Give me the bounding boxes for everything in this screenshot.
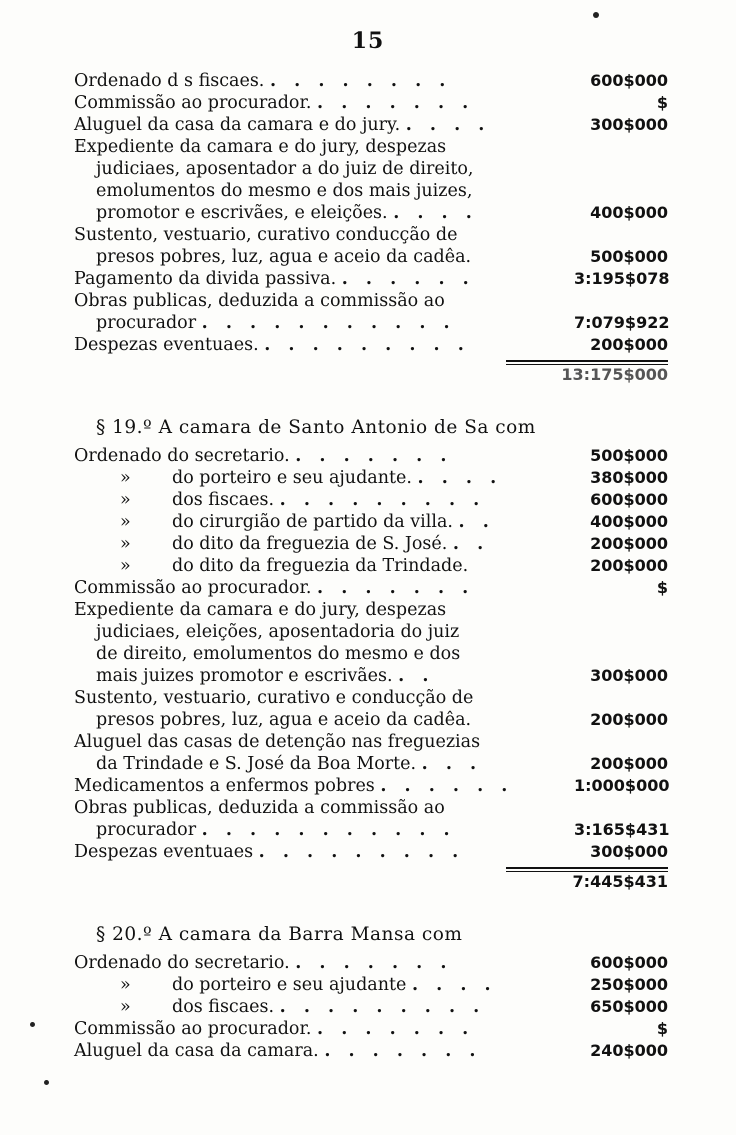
ledger-description: [74, 334, 574, 356]
ledger-text: Medicamentos a enfermos pobres: [74, 776, 375, 796]
ledger-row: [74, 136, 668, 158]
section-heading: § 20.º A camara da Barra Mansa com: [96, 924, 463, 945]
ledger-amount: 3:165$431: [574, 820, 670, 839]
ledger-amount: $: [656, 93, 668, 112]
ledger-row: [74, 709, 668, 731]
ledger-text: promotor e escrivães, e eleições.: [96, 203, 388, 223]
ledger-text: presos pobres, luz, agua e aceio da cadêa.: [96, 247, 472, 267]
ledger-row: [74, 202, 668, 224]
ledger-text: Obras publicas, deduzida a commissão ao: [74, 798, 445, 818]
ledger-row: [74, 533, 668, 555]
ledger-description: [74, 511, 574, 533]
ledger-row: [74, 1040, 668, 1062]
ledger-description: [74, 92, 574, 114]
dot-leader: . . . . . . .: [317, 578, 475, 598]
section-total: 13:175$000: [561, 365, 668, 384]
ledger-description: [74, 290, 574, 312]
ledger-amount: 3:195$078: [574, 269, 670, 288]
ledger-description: [74, 246, 574, 268]
ledger-description: [74, 555, 574, 577]
ledger-description: [74, 224, 574, 246]
ledger-text: do porteiro e seu ajudante: [172, 975, 407, 995]
ledger-description: [74, 268, 574, 290]
ledger-amount: 650$000: [590, 997, 668, 1016]
ledger-row: [74, 180, 668, 202]
section-heading: § 19.º A camara de Santo Antonio de Sa com: [96, 417, 536, 438]
ledger-amount: 400$000: [590, 203, 668, 222]
total-row-18: [74, 365, 668, 384]
ledger-text: do dito da freguezia de S. José.: [172, 534, 448, 554]
ledger-text: do dito da freguezia da Trindade.: [172, 556, 469, 576]
ledger-description: [74, 621, 574, 643]
ledger-row: [74, 467, 668, 489]
ledger-description: [74, 797, 574, 819]
ledger-row: [74, 643, 668, 665]
ledger-row: [74, 445, 668, 467]
ledger-description: [74, 1018, 574, 1040]
dot-leader: . . . . . . . . .: [264, 335, 470, 355]
ledger-row: [74, 577, 668, 599]
dot-leader: . . . .: [417, 468, 503, 488]
ledger-row: [74, 555, 668, 577]
dot-leader: . . . .: [411, 975, 497, 995]
dot-leader: . . .: [421, 754, 483, 774]
ledger-description: [74, 70, 574, 92]
ledger-description: [74, 533, 574, 555]
ledger-row: [74, 797, 668, 819]
dot-leader: . . . . . . . . .: [258, 842, 465, 862]
ledger-row: [74, 246, 668, 268]
dot-leader: . . . . . . . . .: [279, 997, 486, 1017]
ledger-amount: 200$000: [590, 556, 668, 575]
ledger-row: [74, 841, 668, 863]
ledger-text: do porteiro e seu ajudante.: [172, 468, 412, 488]
ledger-text: Ordenado do secretario.: [74, 446, 290, 466]
ledger-text: Expediente da camara e do jury, despezas: [74, 600, 447, 620]
ledger-amount: 400$000: [590, 512, 668, 531]
ledger-text: mais juizes promotor e escrivães.: [96, 666, 393, 686]
dot-leader: . . . . . .: [380, 776, 514, 796]
dot-leader: . .: [452, 534, 490, 554]
ledger-description: [74, 577, 574, 599]
ledger-row: [74, 952, 668, 974]
ledger-amount: 300$000: [590, 115, 668, 134]
expense-list-19: [74, 445, 668, 863]
dot-leader: . . . .: [405, 115, 491, 135]
ledger-row: [74, 290, 668, 312]
page-number: 15: [351, 28, 385, 54]
ledger-amount: 200$000: [590, 754, 668, 773]
dot-leader: . . . . . .: [341, 269, 475, 289]
ledger-amount: 500$000: [590, 446, 668, 465]
ledger-text: da Trindade e S. José da Boa Morte.: [96, 754, 417, 774]
ledger-description: [74, 841, 574, 863]
dot-leader: . . . . . . .: [317, 93, 475, 113]
ledger-amount: 200$000: [590, 710, 668, 729]
ditto-marker: »: [120, 490, 131, 510]
ledger-amount: $: [656, 578, 668, 597]
ledger-text: Expediente da camara e do jury, despezas: [74, 137, 447, 157]
ledger-description: [74, 599, 574, 621]
ledger-text: Aluguel das casas de detenção nas freguezias: [74, 732, 481, 752]
ledger-row: [74, 92, 668, 114]
ledger-row: [74, 775, 668, 797]
ledger-row: [74, 511, 668, 533]
ledger-text: Obras publicas, deduzida a commissão ao: [74, 291, 445, 311]
ledger-description: [74, 114, 574, 136]
ledger-amount: 1:000$000: [574, 776, 670, 795]
ledger-row: [74, 687, 668, 709]
ditto-marker: »: [120, 534, 131, 554]
ledger-row: [74, 312, 668, 334]
ledger-description: [74, 775, 574, 797]
ledger-amount: 300$000: [590, 666, 668, 685]
section-18: [74, 70, 668, 384]
ledger-description: [74, 819, 574, 841]
ledger-text: Pagamento da divida passiva.: [74, 269, 337, 289]
ledger-amount: 7:079$922: [574, 313, 670, 332]
ledger-amount: 200$000: [590, 534, 668, 553]
ledger-text: Commissão ao procurador.: [74, 578, 312, 598]
ledger-text: procurador: [96, 820, 197, 840]
ledger-amount: 240$000: [590, 1041, 668, 1060]
ledger-description: [74, 1040, 574, 1062]
dot-leader: . .: [458, 512, 495, 532]
total-row-19: [74, 872, 668, 891]
ledger-row: [74, 114, 668, 136]
ledger-description: [74, 312, 574, 334]
ledger-row: [74, 819, 668, 841]
ledger-amount: 600$000: [590, 490, 668, 509]
ledger-row: [74, 489, 668, 511]
ledger-text: Ordenado d s fiscaes.: [74, 71, 265, 91]
dot-leader: . . . . . . . . .: [279, 490, 486, 510]
ledger-description: [74, 445, 574, 467]
ledger-description: [74, 687, 574, 709]
ledger-description: [74, 467, 574, 489]
ledger-row: [74, 1018, 668, 1040]
ledger-amount: 250$000: [590, 975, 668, 994]
dot-leader: . . . . . . .: [324, 1041, 482, 1061]
ledger-row: [74, 665, 668, 687]
ledger-row: [74, 599, 668, 621]
expense-list-18: [74, 70, 668, 356]
ledger-description: [74, 158, 574, 180]
ledger-row: [74, 996, 668, 1018]
dot-leader: . . . . . . .: [295, 953, 453, 973]
ledger-row: [74, 753, 668, 775]
ledger-amount: 300$000: [590, 842, 668, 861]
ledger-description: [74, 952, 574, 974]
ledger-description: [74, 753, 574, 775]
ledger-row: [74, 334, 668, 356]
page-body: [74, 70, 668, 1062]
ledger-amount: $: [656, 1019, 668, 1038]
ledger-text: presos pobres, luz, agua e aceio da cadêa.: [96, 710, 472, 730]
ledger-text: procurador: [96, 313, 197, 333]
dot-leader: . . . . . . . . . . .: [201, 313, 456, 333]
section-20: [74, 923, 668, 1062]
section-total: 7:445$431: [572, 872, 668, 891]
ledger-row: [74, 70, 668, 92]
ledger-amount: 600$000: [590, 71, 668, 90]
ledger-row: [74, 621, 668, 643]
ledger-text: Despezas eventuaes: [74, 842, 254, 862]
ditto-marker: »: [120, 468, 131, 488]
ledger-text: Aluguel da casa da camara e do jury.: [74, 115, 401, 135]
dot-leader: . . . . . . . .: [269, 71, 452, 91]
expense-list-20: [74, 952, 668, 1062]
ledger-row: [74, 974, 668, 996]
ledger-text: Sustento, vestuario, curativo e conducção de: [74, 688, 474, 708]
ledger-row: [74, 731, 668, 753]
ledger-description: [74, 996, 574, 1018]
ledger-text: de direito, emolumentos do mesmo e dos: [96, 644, 461, 664]
ink-speck: [44, 1080, 49, 1085]
ledger-text: Ordenado do secretario.: [74, 953, 290, 973]
ditto-marker: »: [120, 512, 131, 532]
ledger-amount: 600$000: [590, 953, 668, 972]
ledger-text: emolumentos do mesmo e dos mais juizes,: [96, 181, 473, 201]
ledger-description: [74, 665, 574, 687]
ledger-description: [74, 180, 574, 202]
ledger-description: [74, 643, 574, 665]
ledger-text: do cirurgião de partido da villa.: [172, 512, 453, 532]
ditto-marker: »: [120, 556, 131, 576]
ledger-description: [74, 709, 574, 731]
ledger-row: [74, 158, 668, 180]
ledger-description: [74, 489, 574, 511]
dot-leader: . . . .: [393, 203, 478, 223]
ledger-text: Despezas eventuaes.: [74, 335, 259, 355]
ledger-amount: 200$000: [590, 335, 668, 354]
ledger-text: dos fiscaes.: [172, 997, 275, 1017]
ledger-text: Commissão ao procurador.: [74, 1019, 312, 1039]
dot-leader: . . . . . . . . . . .: [201, 820, 456, 840]
ledger-description: [74, 731, 574, 753]
ledger-text: judiciaes, eleições, aposentadoria do juiz: [96, 622, 460, 642]
section-19: [74, 416, 668, 891]
ledger-text: Sustento, vestuario, curativo conducção de: [74, 225, 458, 245]
ledger-amount: 380$000: [590, 468, 668, 487]
ledger-description: [74, 136, 574, 158]
ledger-description: [74, 974, 574, 996]
ledger-text: Aluguel da casa da camara.: [74, 1041, 319, 1061]
dot-leader: . .: [398, 666, 435, 686]
dot-leader: . . . . . . .: [317, 1019, 475, 1039]
ledger-row: [74, 268, 668, 290]
ink-speck: [30, 1022, 35, 1027]
ink-speck: [593, 12, 599, 18]
ledger-row: [74, 224, 668, 246]
ledger-text: dos fiscaes.: [172, 490, 275, 510]
ledger-text: Commissão ao procurador.: [74, 93, 312, 113]
ditto-marker: »: [120, 975, 131, 995]
ledger-amount: 500$000: [590, 247, 668, 266]
ledger-text: judiciaes, aposentador a do juiz de direito,: [96, 159, 474, 179]
dot-leader: . . . . . . .: [295, 446, 453, 466]
ditto-marker: »: [120, 997, 131, 1017]
ledger-description: [74, 202, 574, 224]
